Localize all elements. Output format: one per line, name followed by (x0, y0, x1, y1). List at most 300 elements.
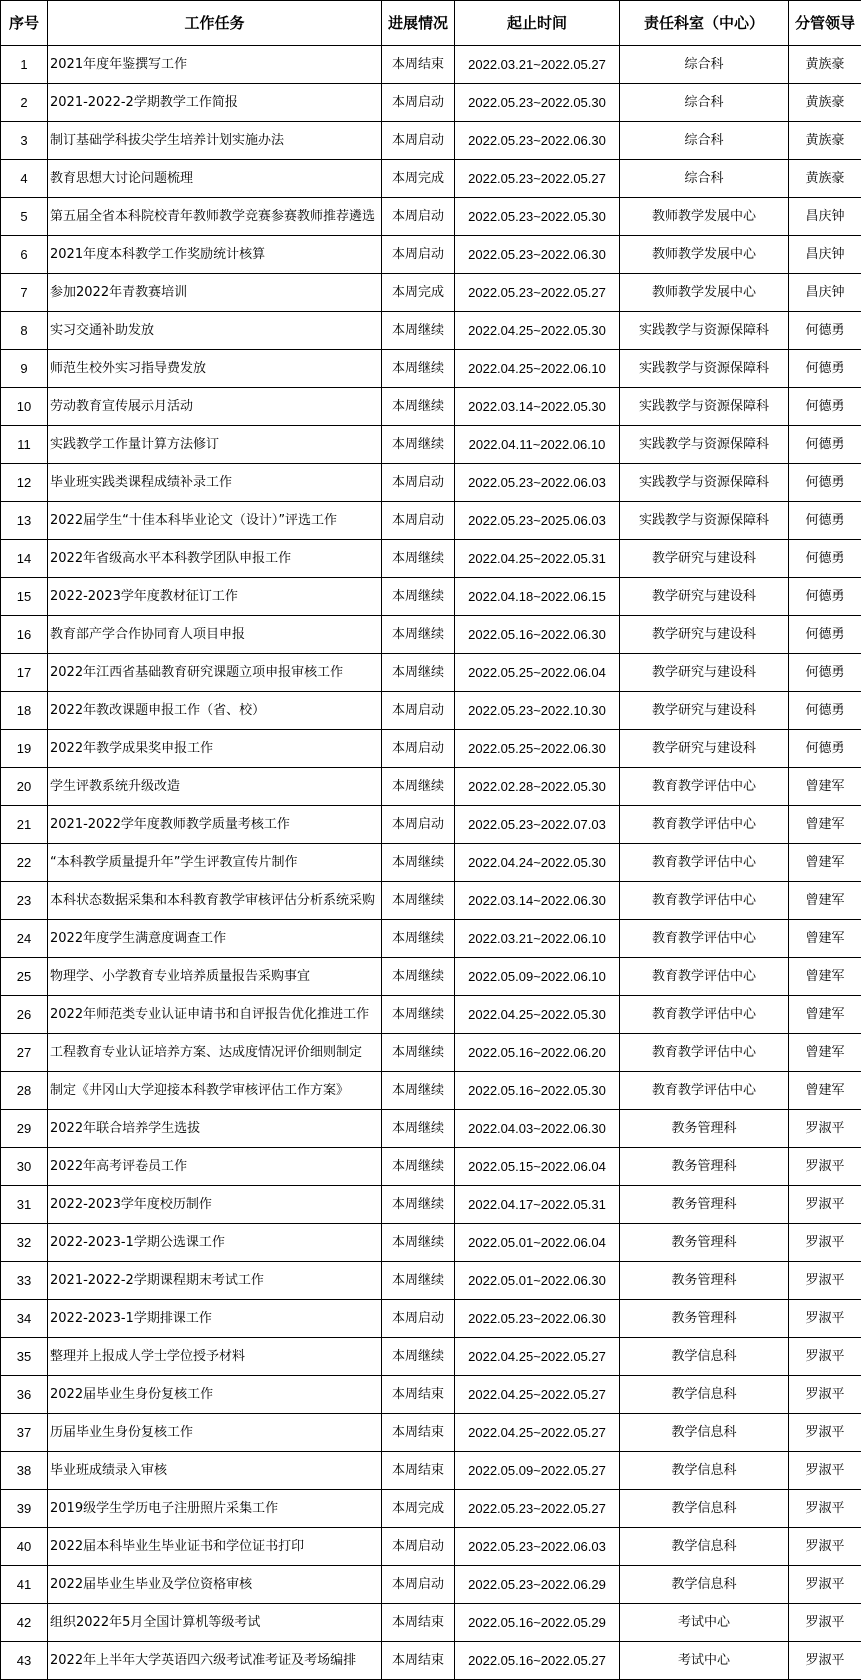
row-task: 2022年上半年大学英语四六级考试准考证及考场编排 (48, 1642, 382, 1680)
row-period: 2022.05.01~2022.06.30 (455, 1262, 620, 1300)
row-index: 18 (1, 692, 48, 730)
row-status: 本周继续 (382, 1148, 455, 1186)
row-task: 实践教学工作量计算方法修订 (48, 426, 382, 464)
row-status: 本周继续 (382, 1262, 455, 1300)
table-row (1, 198, 861, 236)
row-task: 教育部产学合作协同育人项目申报 (48, 616, 382, 654)
row-task: 整理并上报成人学士学位授予材料 (48, 1338, 382, 1376)
row-period: 2022.02.28~2022.05.30 (455, 768, 620, 806)
table-row (1, 1414, 861, 1452)
row-status: 本周结束 (382, 1642, 455, 1680)
row-leader: 罗淑平 (789, 1148, 861, 1186)
row-status: 本周继续 (382, 1338, 455, 1376)
row-period: 2022.05.23~2022.05.27 (455, 1490, 620, 1528)
table-row (1, 1072, 861, 1110)
row-office: 教师教学发展中心 (620, 198, 789, 236)
table-row (1, 1186, 861, 1224)
row-period: 2022.05.01~2022.06.04 (455, 1224, 620, 1262)
table-row (1, 996, 861, 1034)
row-period: 2022.05.16~2022.05.30 (455, 1072, 620, 1110)
row-status: 本周继续 (382, 958, 455, 996)
row-index: 40 (1, 1528, 48, 1566)
row-leader: 黄族豪 (789, 122, 861, 160)
header-task: 工作任务 (48, 1, 382, 46)
row-leader: 罗淑平 (789, 1186, 861, 1224)
row-period: 2022.05.23~2022.07.03 (455, 806, 620, 844)
table-row (1, 1262, 861, 1300)
row-leader: 罗淑平 (789, 1224, 861, 1262)
row-office: 教务管理科 (620, 1262, 789, 1300)
row-office: 教学信息科 (620, 1376, 789, 1414)
row-status: 本周结束 (382, 1452, 455, 1490)
row-period: 2022.04.18~2022.06.15 (455, 578, 620, 616)
row-leader: 罗淑平 (789, 1490, 861, 1528)
row-index: 14 (1, 540, 48, 578)
row-index: 1 (1, 46, 48, 84)
row-index: 2 (1, 84, 48, 122)
row-task: 学生评教系统升级改造 (48, 768, 382, 806)
row-index: 32 (1, 1224, 48, 1262)
header-office: 责任科室（中心） (620, 1, 789, 46)
row-index: 3 (1, 122, 48, 160)
table-row (1, 312, 861, 350)
row-index: 29 (1, 1110, 48, 1148)
row-office: 教务管理科 (620, 1186, 789, 1224)
row-task: 2022-2023学年度校历制作 (48, 1186, 382, 1224)
row-office: 教学研究与建设科 (620, 692, 789, 730)
row-office: 实践教学与资源保障科 (620, 426, 789, 464)
row-index: 5 (1, 198, 48, 236)
table-row (1, 730, 861, 768)
row-index: 13 (1, 502, 48, 540)
row-status: 本周启动 (382, 122, 455, 160)
row-status: 本周启动 (382, 806, 455, 844)
row-period: 2022.05.23~2022.06.03 (455, 1528, 620, 1566)
row-status: 本周继续 (382, 882, 455, 920)
table-row (1, 844, 861, 882)
row-office: 实践教学与资源保障科 (620, 464, 789, 502)
row-office: 教育教学评估中心 (620, 1034, 789, 1072)
table-header (1, 1, 861, 46)
row-office: 教育教学评估中心 (620, 768, 789, 806)
table-row (1, 84, 861, 122)
row-leader: 罗淑平 (789, 1262, 861, 1300)
row-index: 43 (1, 1642, 48, 1680)
row-status: 本周继续 (382, 540, 455, 578)
row-leader: 何德勇 (789, 350, 861, 388)
row-period: 2022.05.25~2022.06.04 (455, 654, 620, 692)
row-task: 2022年联合培养学生选拔 (48, 1110, 382, 1148)
table-row (1, 540, 861, 578)
row-leader: 罗淑平 (789, 1604, 861, 1642)
row-task: 2021-2022学年度教师教学质量考核工作 (48, 806, 382, 844)
row-leader: 罗淑平 (789, 1566, 861, 1604)
row-task: 2022年度学生满意度调查工作 (48, 920, 382, 958)
row-task: 2021年度本科教学工作奖励统计核算 (48, 236, 382, 274)
row-status: 本周继续 (382, 616, 455, 654)
row-status: 本周结束 (382, 1604, 455, 1642)
row-leader: 曾建军 (789, 844, 861, 882)
row-period: 2022.05.23~2022.06.30 (455, 122, 620, 160)
row-status: 本周结束 (382, 46, 455, 84)
row-index: 7 (1, 274, 48, 312)
row-office: 实践教学与资源保障科 (620, 388, 789, 426)
row-task: 物理学、小学教育专业培养质量报告采购事宜 (48, 958, 382, 996)
row-status: 本周启动 (382, 1528, 455, 1566)
row-office: 教学信息科 (620, 1338, 789, 1376)
row-task: 2022届学生“十佳本科毕业论文（设计）”评选工作 (48, 502, 382, 540)
row-status: 本周启动 (382, 1300, 455, 1338)
row-task: 2022-2023学年度教材征订工作 (48, 578, 382, 616)
row-index: 10 (1, 388, 48, 426)
row-task: 2022年省级高水平本科教学团队申报工作 (48, 540, 382, 578)
table-row (1, 160, 861, 198)
row-status: 本周继续 (382, 350, 455, 388)
row-index: 19 (1, 730, 48, 768)
row-task: 历届毕业生身份复核工作 (48, 1414, 382, 1452)
row-period: 2022.04.25~2022.05.31 (455, 540, 620, 578)
row-task: 2022年高考评卷员工作 (48, 1148, 382, 1186)
row-office: 教务管理科 (620, 1148, 789, 1186)
row-period: 2022.03.21~2022.05.27 (455, 46, 620, 84)
row-status: 本周结束 (382, 1414, 455, 1452)
row-office: 实践教学与资源保障科 (620, 312, 789, 350)
row-period: 2022.05.23~2022.06.03 (455, 464, 620, 502)
row-leader: 何德勇 (789, 692, 861, 730)
row-task: 2021-2022-2学期教学工作简报 (48, 84, 382, 122)
table-row (1, 920, 861, 958)
row-status: 本周启动 (382, 464, 455, 502)
row-task: “本科教学质量提升年”学生评教宣传片制作 (48, 844, 382, 882)
row-leader: 罗淑平 (789, 1528, 861, 1566)
row-period: 2022.04.25~2022.05.27 (455, 1376, 620, 1414)
table-row (1, 350, 861, 388)
row-task: 2021年度年鉴撰写工作 (48, 46, 382, 84)
table-row (1, 1642, 861, 1680)
row-period: 2022.05.23~2022.05.27 (455, 274, 620, 312)
row-period: 2022.04.24~2022.05.30 (455, 844, 620, 882)
row-office: 考试中心 (620, 1642, 789, 1680)
row-office: 教育教学评估中心 (620, 806, 789, 844)
row-period: 2022.05.23~2022.06.29 (455, 1566, 620, 1604)
table-row (1, 426, 861, 464)
row-leader: 曾建军 (789, 958, 861, 996)
table-row (1, 464, 861, 502)
row-period: 2022.05.09~2022.06.10 (455, 958, 620, 996)
row-office: 教务管理科 (620, 1110, 789, 1148)
row-task: 工程教育专业认证培养方案、达成度情况评价细则制定 (48, 1034, 382, 1072)
header-status: 进展情况 (382, 1, 455, 46)
row-office: 教学信息科 (620, 1452, 789, 1490)
row-index: 25 (1, 958, 48, 996)
table-row (1, 46, 861, 84)
row-leader: 罗淑平 (789, 1338, 861, 1376)
table-row (1, 1566, 861, 1604)
row-period: 2022.05.23~2025.06.03 (455, 502, 620, 540)
table-row (1, 1490, 861, 1528)
row-period: 2022.03.14~2022.05.30 (455, 388, 620, 426)
row-office: 实践教学与资源保障科 (620, 502, 789, 540)
row-index: 30 (1, 1148, 48, 1186)
row-status: 本周启动 (382, 84, 455, 122)
row-period: 2022.04.25~2022.05.27 (455, 1338, 620, 1376)
row-leader: 昌庆钟 (789, 236, 861, 274)
table-row (1, 882, 861, 920)
row-leader: 罗淑平 (789, 1300, 861, 1338)
row-period: 2022.05.15~2022.06.04 (455, 1148, 620, 1186)
table-row (1, 1452, 861, 1490)
table-row (1, 1224, 861, 1262)
row-leader: 何德勇 (789, 730, 861, 768)
row-leader: 黄族豪 (789, 84, 861, 122)
row-index: 6 (1, 236, 48, 274)
row-office: 教育教学评估中心 (620, 1072, 789, 1110)
row-period: 2022.05.23~2022.05.30 (455, 84, 620, 122)
row-status: 本周继续 (382, 578, 455, 616)
row-task: 2022年江西省基础教育研究课题立项申报审核工作 (48, 654, 382, 692)
row-leader: 罗淑平 (789, 1414, 861, 1452)
row-index: 17 (1, 654, 48, 692)
row-index: 27 (1, 1034, 48, 1072)
table-row (1, 388, 861, 426)
row-office: 综合科 (620, 46, 789, 84)
row-period: 2022.05.23~2022.06.30 (455, 236, 620, 274)
row-leader: 曾建军 (789, 1072, 861, 1110)
row-leader: 何德勇 (789, 426, 861, 464)
row-period: 2022.04.17~2022.05.31 (455, 1186, 620, 1224)
row-leader: 黄族豪 (789, 46, 861, 84)
header-index: 序号 (1, 1, 48, 46)
table-row (1, 654, 861, 692)
row-office: 实践教学与资源保障科 (620, 350, 789, 388)
row-task: 2022年教学成果奖申报工作 (48, 730, 382, 768)
table-row (1, 806, 861, 844)
row-status: 本周继续 (382, 1072, 455, 1110)
row-office: 教师教学发展中心 (620, 274, 789, 312)
row-index: 11 (1, 426, 48, 464)
row-index: 34 (1, 1300, 48, 1338)
table-row (1, 1034, 861, 1072)
row-status: 本周继续 (382, 1034, 455, 1072)
row-office: 教学研究与建设科 (620, 540, 789, 578)
row-status: 本周启动 (382, 1566, 455, 1604)
row-status: 本周启动 (382, 198, 455, 236)
row-task: 2019级学生学历电子注册照片采集工作 (48, 1490, 382, 1528)
row-status: 本周继续 (382, 844, 455, 882)
row-index: 22 (1, 844, 48, 882)
row-status: 本周继续 (382, 1186, 455, 1224)
row-status: 本周启动 (382, 236, 455, 274)
row-status: 本周继续 (382, 768, 455, 806)
row-status: 本周继续 (382, 920, 455, 958)
row-office: 教学研究与建设科 (620, 578, 789, 616)
row-office: 考试中心 (620, 1604, 789, 1642)
row-leader: 何德勇 (789, 616, 861, 654)
row-task: 2022-2023-1学期公选课工作 (48, 1224, 382, 1262)
row-task: 2022届本科毕业生毕业证书和学位证书打印 (48, 1528, 382, 1566)
row-status: 本周继续 (382, 996, 455, 1034)
row-task: 劳动教育宣传展示月活动 (48, 388, 382, 426)
table-row (1, 1110, 861, 1148)
row-status: 本周完成 (382, 1490, 455, 1528)
row-status: 本周继续 (382, 312, 455, 350)
row-period: 2022.04.11~2022.06.10 (455, 426, 620, 464)
row-index: 26 (1, 996, 48, 1034)
table-row (1, 1376, 861, 1414)
row-index: 38 (1, 1452, 48, 1490)
header-row (1, 1, 861, 46)
table-row (1, 578, 861, 616)
table-row (1, 768, 861, 806)
row-task: 师范生校外实习指导费发放 (48, 350, 382, 388)
row-task: 教育思想大讨论问题梳理 (48, 160, 382, 198)
row-leader: 何德勇 (789, 312, 861, 350)
row-task: 本科状态数据采集和本科教育教学审核评估分析系统采购 (48, 882, 382, 920)
row-index: 21 (1, 806, 48, 844)
row-leader: 何德勇 (789, 388, 861, 426)
row-office: 教学信息科 (620, 1566, 789, 1604)
row-status: 本周启动 (382, 502, 455, 540)
row-office: 教育教学评估中心 (620, 996, 789, 1034)
row-office: 教务管理科 (620, 1300, 789, 1338)
table-row (1, 1300, 861, 1338)
row-index: 9 (1, 350, 48, 388)
row-index: 12 (1, 464, 48, 502)
row-index: 20 (1, 768, 48, 806)
row-office: 教育教学评估中心 (620, 844, 789, 882)
row-status: 本周继续 (382, 426, 455, 464)
row-index: 23 (1, 882, 48, 920)
row-office: 教育教学评估中心 (620, 920, 789, 958)
row-leader: 曾建军 (789, 996, 861, 1034)
row-task: 毕业班实践类课程成绩补录工作 (48, 464, 382, 502)
table-row (1, 1338, 861, 1376)
row-index: 33 (1, 1262, 48, 1300)
row-leader: 黄族豪 (789, 160, 861, 198)
row-period: 2022.04.25~2022.05.30 (455, 312, 620, 350)
row-period: 2022.05.23~2022.10.30 (455, 692, 620, 730)
row-task: 2022年教改课题申报工作（省、校） (48, 692, 382, 730)
row-office: 教学研究与建设科 (620, 654, 789, 692)
table-row (1, 502, 861, 540)
row-office: 综合科 (620, 84, 789, 122)
row-status: 本周继续 (382, 654, 455, 692)
row-office: 综合科 (620, 160, 789, 198)
row-leader: 何德勇 (789, 654, 861, 692)
row-office: 教务管理科 (620, 1224, 789, 1262)
row-status: 本周继续 (382, 1224, 455, 1262)
row-leader: 昌庆钟 (789, 274, 861, 312)
row-period: 2022.04.25~2022.05.27 (455, 1414, 620, 1452)
row-task: 参加2022年青教赛培训 (48, 274, 382, 312)
row-index: 4 (1, 160, 48, 198)
row-office: 教学信息科 (620, 1490, 789, 1528)
row-status: 本周继续 (382, 1110, 455, 1148)
row-office: 教育教学评估中心 (620, 882, 789, 920)
table-body (1, 46, 861, 1680)
row-leader: 曾建军 (789, 806, 861, 844)
row-period: 2022.05.25~2022.06.30 (455, 730, 620, 768)
row-leader: 何德勇 (789, 540, 861, 578)
row-task: 2021-2022-2学期课程期末考试工作 (48, 1262, 382, 1300)
row-task: 组织2022年5月全国计算机等级考试 (48, 1604, 382, 1642)
row-task: 毕业班成绩录入审核 (48, 1452, 382, 1490)
row-leader: 曾建军 (789, 768, 861, 806)
row-index: 35 (1, 1338, 48, 1376)
row-office: 教育教学评估中心 (620, 958, 789, 996)
row-period: 2022.05.16~2022.05.29 (455, 1604, 620, 1642)
row-period: 2022.05.23~2022.06.30 (455, 1300, 620, 1338)
row-index: 39 (1, 1490, 48, 1528)
row-office: 综合科 (620, 122, 789, 160)
row-task: 2022届毕业生毕业及学位资格审核 (48, 1566, 382, 1604)
row-office: 教学研究与建设科 (620, 730, 789, 768)
row-period: 2022.04.03~2022.06.30 (455, 1110, 620, 1148)
row-task: 第五届全省本科院校青年教师教学竞赛参赛教师推荐遴选 (48, 198, 382, 236)
row-period: 2022.04.25~2022.05.30 (455, 996, 620, 1034)
row-task: 2022届毕业生身份复核工作 (48, 1376, 382, 1414)
row-status: 本周启动 (382, 730, 455, 768)
row-status: 本周完成 (382, 160, 455, 198)
table-row (1, 1604, 861, 1642)
row-index: 41 (1, 1566, 48, 1604)
row-index: 36 (1, 1376, 48, 1414)
row-task: 制订基础学科拔尖学生培养计划实施办法 (48, 122, 382, 160)
row-office: 教学信息科 (620, 1528, 789, 1566)
table-row (1, 274, 861, 312)
row-index: 8 (1, 312, 48, 350)
row-leader: 曾建军 (789, 1034, 861, 1072)
row-leader: 昌庆钟 (789, 198, 861, 236)
row-leader: 何德勇 (789, 578, 861, 616)
table-row (1, 1528, 861, 1566)
row-leader: 何德勇 (789, 502, 861, 540)
row-period: 2022.03.14~2022.06.30 (455, 882, 620, 920)
header-period: 起止时间 (455, 1, 620, 46)
row-leader: 罗淑平 (789, 1110, 861, 1148)
table-row (1, 122, 861, 160)
row-task: 实习交通补助发放 (48, 312, 382, 350)
table-row (1, 1148, 861, 1186)
table-row (1, 958, 861, 996)
row-period: 2022.05.23~2022.05.27 (455, 160, 620, 198)
row-task: 2022年师范类专业认证申请书和自评报告优化推进工作 (48, 996, 382, 1034)
row-task: 2022-2023-1学期排课工作 (48, 1300, 382, 1338)
row-index: 24 (1, 920, 48, 958)
row-status: 本周结束 (382, 1376, 455, 1414)
row-index: 28 (1, 1072, 48, 1110)
row-leader: 罗淑平 (789, 1376, 861, 1414)
row-leader: 曾建军 (789, 882, 861, 920)
row-office: 教学信息科 (620, 1414, 789, 1452)
row-leader: 曾建军 (789, 920, 861, 958)
header-leader: 分管领导 (789, 1, 861, 46)
table-row (1, 692, 861, 730)
row-period: 2022.04.25~2022.06.10 (455, 350, 620, 388)
row-period: 2022.05.16~2022.05.27 (455, 1642, 620, 1680)
row-leader: 罗淑平 (789, 1452, 861, 1490)
row-office: 教师教学发展中心 (620, 236, 789, 274)
row-task: 制定《井冈山大学迎接本科教学审核评估工作方案》 (48, 1072, 382, 1110)
row-index: 15 (1, 578, 48, 616)
row-status: 本周继续 (382, 388, 455, 426)
row-index: 42 (1, 1604, 48, 1642)
row-status: 本周启动 (382, 692, 455, 730)
row-period: 2022.03.21~2022.06.10 (455, 920, 620, 958)
row-status: 本周完成 (382, 274, 455, 312)
row-index: 31 (1, 1186, 48, 1224)
row-period: 2022.05.09~2022.05.27 (455, 1452, 620, 1490)
